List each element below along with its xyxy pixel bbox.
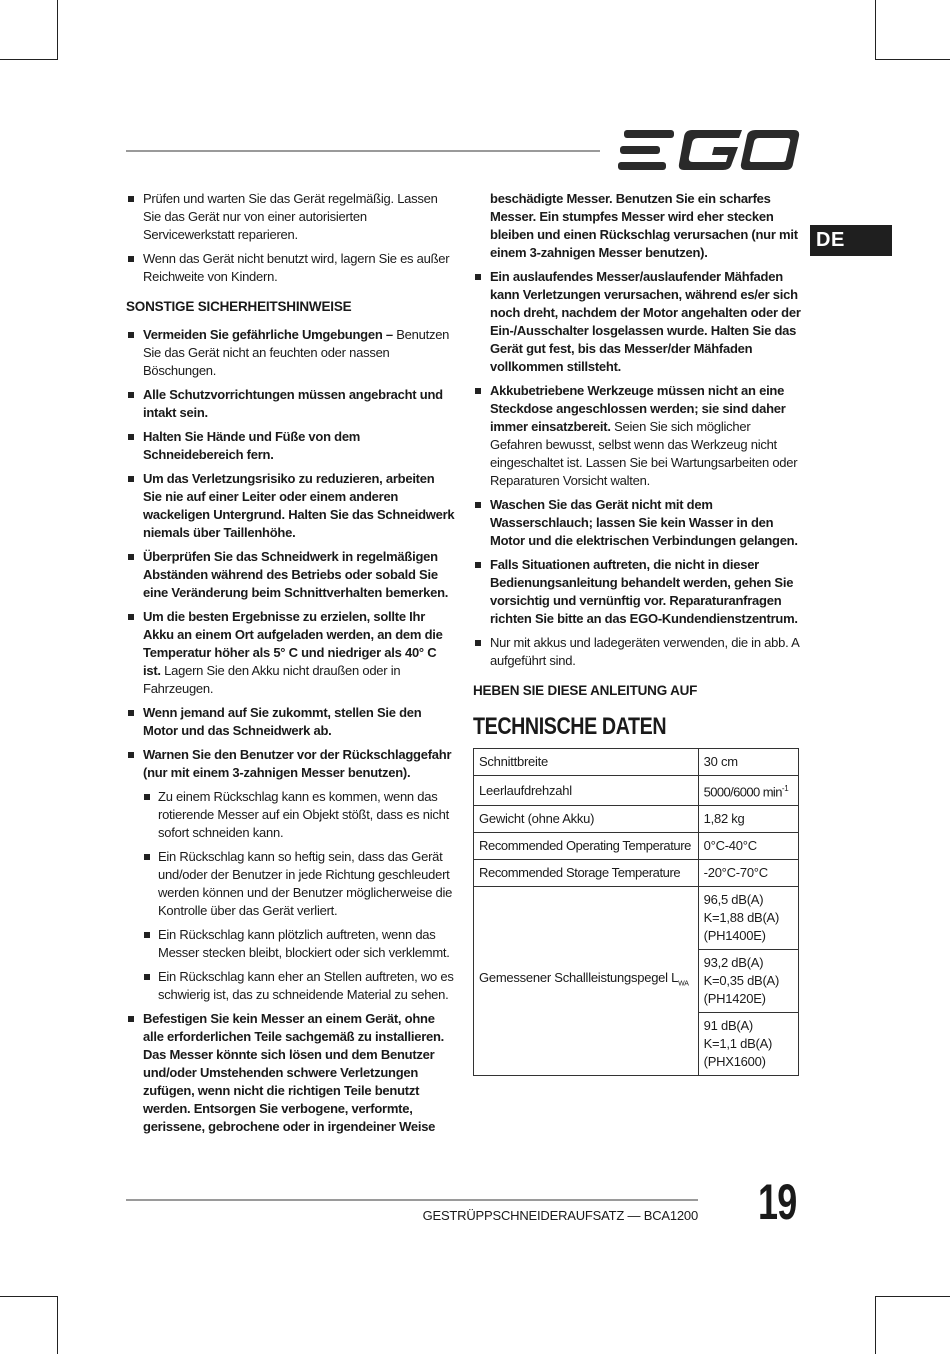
- table-row: [474, 860, 799, 887]
- continued-text: beschädigte Messer. Benutzen Sie ein scharfes Messer. Ein stumpfes Messer wird eher stecken bleiben und einen Rückschlag verursachen (nur mit einem 3-zahnigen Messer benutzen).: [490, 191, 798, 260]
- crop-mark: [57, 0, 58, 60]
- page-number: 19: [758, 1174, 797, 1230]
- sound-level: 93,2 dB(A): [703, 955, 764, 971]
- header-rule: [126, 150, 600, 152]
- table-row: [474, 887, 799, 950]
- crop-mark: [0, 1296, 58, 1297]
- list-item: [473, 382, 803, 490]
- sound-level: 91 dB(A): [703, 1018, 753, 1034]
- spec-value-sup: -1: [781, 784, 789, 793]
- safety-list: [126, 326, 456, 1136]
- list-item: [126, 326, 456, 380]
- spec-label: Gewicht (ohne Akku): [474, 806, 699, 833]
- tech-data-title: TECHNISCHE DATEN: [473, 713, 667, 740]
- bold-text: Wenn jemand auf Sie zukommt, stellen Sie den Motor und das Schneidwerk ab.: [143, 705, 422, 738]
- crop-mark: [875, 59, 950, 60]
- spec-label: Recommended Operating Temperature: [474, 833, 699, 860]
- crop-mark: [0, 59, 58, 60]
- list-item: [473, 634, 803, 670]
- crop-mark: [875, 1296, 876, 1354]
- sound-uncertainty: K=1,1 dB(A): [703, 1036, 773, 1052]
- sound-label-text: Gemessener Schallleistungspegel L: [479, 970, 679, 986]
- table-row: [474, 749, 799, 776]
- normal-text: Lagern Sie den Akku nicht draußen oder in Fahrzeugen.: [143, 663, 401, 696]
- spec-label: Recommended Storage Temperature: [474, 860, 699, 887]
- sub-list-item: Ein Rückschlag kann so heftig sein, dass das Gerät und/oder der Benutzer in jede Richtung geschleudert werden können und der Benutzer möglicherweise die Kontrolle über das Gerät verliert.: [143, 848, 456, 920]
- table-row: [474, 776, 799, 806]
- normal-text: Seien Sie sich möglicher Gefahren bewusst, selbst wenn das Werkzeug nicht eingeschaltet ist. Lassen Sie bei Wartungsarbeiten oder Reparaturen Vorsicht walten.: [490, 419, 798, 488]
- bold-text: Um das Verletzungsrisiko zu reduzieren, arbeiten Sie nie auf einer Leiter oder einem anderen wackeligen Untergrund. Halten Sie das Schneidwerk niemals über Taillenhöhe.: [143, 471, 455, 540]
- right-column: [473, 190, 803, 1076]
- bold-text: Um die besten Ergebnisse zu erzielen, sollte Ihr Akku an einem Ort aufgeladen werden, an dem die Temperatur höher als 5° C und niedriger als 40° C ist.: [143, 609, 443, 678]
- list-item: [473, 268, 803, 376]
- list-item: [126, 470, 456, 542]
- spec-label: Leerlaufdrehzahl: [474, 776, 699, 806]
- sub-list-item: Ein Rückschlag kann eher an Stellen auftreten, wo es schwierig ist, das zu schneidende Material zu sehen.: [143, 968, 456, 1004]
- sub-list-item: Zu einem Rückschlag kann es kommen, wenn das rotierende Messer auf ein Objekt stößt, dass es nicht sofort schneiden kann.: [143, 788, 456, 842]
- bold-text: Warnen Sie den Benutzer vor der Rückschlaggefahr (nur mit einem 3-zahnigen Messer benutzen).: [143, 747, 452, 780]
- spec-value: [698, 950, 798, 1013]
- list-item: [126, 428, 456, 464]
- table-row: [474, 806, 799, 833]
- sound-model: (PH1420E): [703, 991, 766, 1007]
- footer-rule: [126, 1199, 698, 1201]
- crop-mark: [57, 1296, 58, 1354]
- list-item: [126, 608, 456, 698]
- spec-value: -20°C-70°C: [698, 860, 798, 887]
- list-item: [126, 548, 456, 602]
- bold-text: Alle Schutzvorrichtungen müssen angebracht und intakt sein.: [143, 387, 443, 420]
- crop-mark: [875, 0, 876, 60]
- spec-value: 0°C-40°C: [698, 833, 798, 860]
- section-heading: HEBEN SIE DIESE ANLEITUNG AUF: [473, 683, 698, 698]
- spec-value: [698, 776, 798, 806]
- ego-logo: [618, 128, 800, 172]
- list-item: [126, 746, 456, 1004]
- sub-list-item: Ein Rückschlag kann plötzlich auftreten, wenn das Messer stecken bleibt, blockiert oder sich verklemmt.: [143, 926, 456, 962]
- spec-label: Schnittbreite: [474, 749, 699, 776]
- sound-uncertainty: K=1,88 dB(A): [703, 910, 780, 926]
- kickback-sublist: [143, 788, 456, 1004]
- safety-list-continued: [473, 268, 803, 670]
- list-item: [126, 704, 456, 740]
- sound-label-sub: WA: [678, 980, 689, 988]
- bold-text: Befestigen Sie kein Messer an einem Gerät, ohne alle erforderlichen Teile sachgemäß zu installieren. Das Messer könnte sich lösen und dem Benutzer und/oder Umstehenden schwere Verletzungen zufügen, wenn nicht die richtigen Teile benutzt werden. Entsorgen Sie verbogene, verformte, gerissene, gebrochene oder in irgendeiner Weise: [143, 1011, 445, 1134]
- sound-model: (PH1400E): [703, 928, 766, 944]
- bold-text: Akkubetriebene Werkzeuge müssen nicht an eine Steckdose angeschlossen werden; sie sind daher immer einsatzbereit.: [490, 383, 786, 434]
- sound-uncertainty: K=0,35 dB(A): [703, 973, 780, 989]
- sound-level: 96,5 dB(A): [703, 892, 764, 908]
- bold-text: Überprüfen Sie das Schneidwerk in regelmäßigen Abständen während des Betriebs oder sobald Sie eine Veränderung beim Schnittverhalten bemerken.: [143, 549, 449, 600]
- list-item: [126, 386, 456, 422]
- crop-mark: [875, 1296, 950, 1297]
- normal-text: Benutzen Sie das Gerät nicht an feuchten oder nassen Böschungen.: [143, 327, 450, 378]
- bold-text: Falls Situationen auftreten, die nicht in dieser Bedienungsanleitung behandelt werden, gehen Sie vorsichtig und vernünftig vor. Reparaturanfragen richten Sie bitte an das EGO-Kundendienstzentrum.: [490, 557, 798, 626]
- spec-value: 30 cm: [698, 749, 798, 776]
- bold-text: Halten Sie Hände und Füße von dem Schneidebereich fern.: [143, 429, 361, 462]
- bold-text: Waschen Sie das Gerät nicht mit dem Wasserschlauch; lassen Sie kein Wasser in den Motor und die elektrischen Verbindungen gelangen.: [490, 497, 798, 548]
- bold-text: Ein auslaufendes Messer/auslaufender Mähfaden kann Verletzungen verursachen, während es/er sich noch dreht, nachdem der Motor angehalten oder der Ein-/Ausschalter losgelassen wurde. Halten Sie das Gerät gut fest, bis das Messer/der Mähfaden vollkommen stillsteht.: [490, 269, 801, 374]
- spec-label: [474, 887, 699, 1076]
- list-item: [473, 496, 803, 550]
- footer-title: GESTRÜPPSCHNEIDERAUFSATZ — BCA1200: [422, 1208, 698, 1223]
- left-column: [126, 190, 456, 1142]
- list-item: [473, 556, 803, 628]
- bold-text: Vermeiden Sie gefährliche Umgebungen –: [143, 327, 393, 342]
- list-item: Wenn das Gerät nicht benutzt wird, lagern Sie es außer Reichweite von Kindern.: [126, 250, 456, 286]
- sound-model: (PHX1600): [703, 1054, 766, 1070]
- intro-list: [126, 190, 456, 286]
- spec-value: [698, 887, 798, 950]
- spec-value-text: 5000/6000 min: [703, 784, 782, 800]
- language-tab: DE: [810, 225, 892, 256]
- list-item: Prüfen und warten Sie das Gerät regelmäßig. Lassen Sie das Gerät nur von einer autorisierten Servicewerkstatt reparieren.: [126, 190, 456, 244]
- table-row: [474, 833, 799, 860]
- section-heading: SONSTIGE SICHERHEITSHINWEISE: [126, 299, 352, 314]
- spec-value: 1,82 kg: [698, 806, 798, 833]
- spec-table: [473, 748, 799, 1076]
- normal-text: Nur mit akkus und ladegeräten verwenden, die in abb. A aufgeführt sind.: [490, 635, 799, 668]
- spec-value: [698, 1013, 798, 1076]
- list-item: [126, 1010, 456, 1136]
